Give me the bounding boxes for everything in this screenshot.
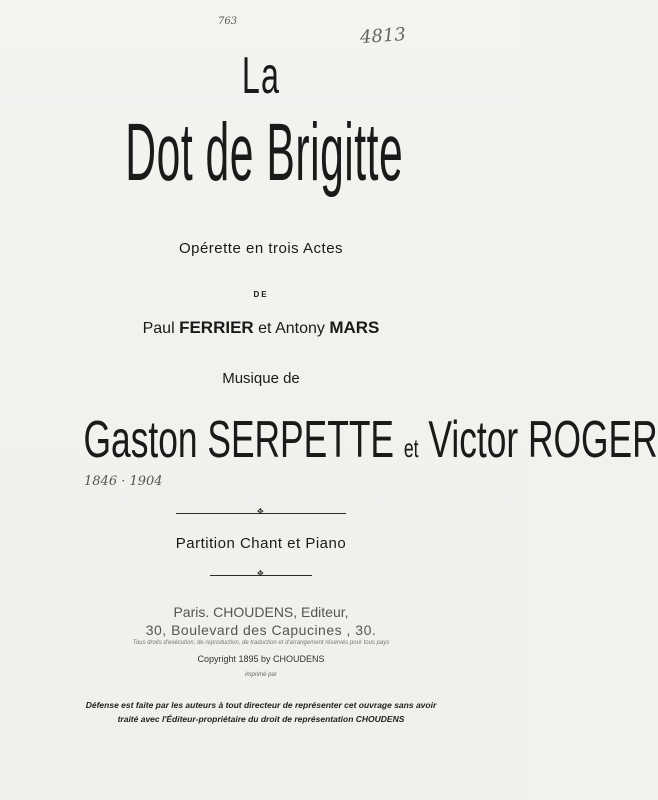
rights-notice: Tous droits d'exécution, de reproduction, de traduction et d'arrangement réservés pour tous pays (132, 640, 390, 646)
title-article: La (241, 47, 281, 105)
music-label: Musique de (222, 370, 300, 387)
folio-number: 763 (218, 16, 238, 27)
publisher-name: Paris. CHOUDENS, Editeur, (173, 604, 349, 620)
librettists (0, 318, 522, 338)
publisher-address: 30, Boulevard des Capucines , 30. (145, 622, 377, 638)
composer-2-given: Victor (428, 411, 519, 469)
composer-1-given: Gaston (83, 411, 198, 469)
composer-1-family: SERPETTE (207, 411, 395, 469)
performance-notice-line-2: traité avec l'Éditeur-propriétaire du droit de représentation CHOUDENS (117, 714, 405, 724)
handwritten-dates: 1846 · 1904 (84, 474, 163, 489)
composer-join: et (403, 433, 419, 463)
shelfmark-annotation: 4813 (359, 23, 407, 49)
printer-line: imprimé par (245, 672, 277, 678)
by-word: DE (253, 290, 269, 299)
page-title: Dot de Brigitte (125, 107, 404, 198)
author-1-family: FERRIER (179, 318, 254, 337)
edition-label: Partition Chant et Piano (175, 535, 347, 552)
divider-ornament-icon: ✥ (257, 569, 264, 578)
author-1-given: Paul (142, 320, 175, 337)
performance-notice-line-1: Défense est faite par les auteurs à tout directeur de représenter cet ouvrage sans avoir (85, 700, 437, 710)
copyright-line: Copyright 1895 by CHOUDENS (197, 654, 325, 664)
subtitle: Opérette en trois Actes (178, 240, 344, 257)
author-join: et (258, 320, 272, 337)
divider-ornament-icon: ✥ (257, 507, 264, 516)
composer-2-family: ROGER (527, 411, 658, 469)
author-2-given: Antony (275, 320, 325, 337)
composers (83, 411, 658, 469)
author-2-family: MARS (329, 318, 380, 337)
